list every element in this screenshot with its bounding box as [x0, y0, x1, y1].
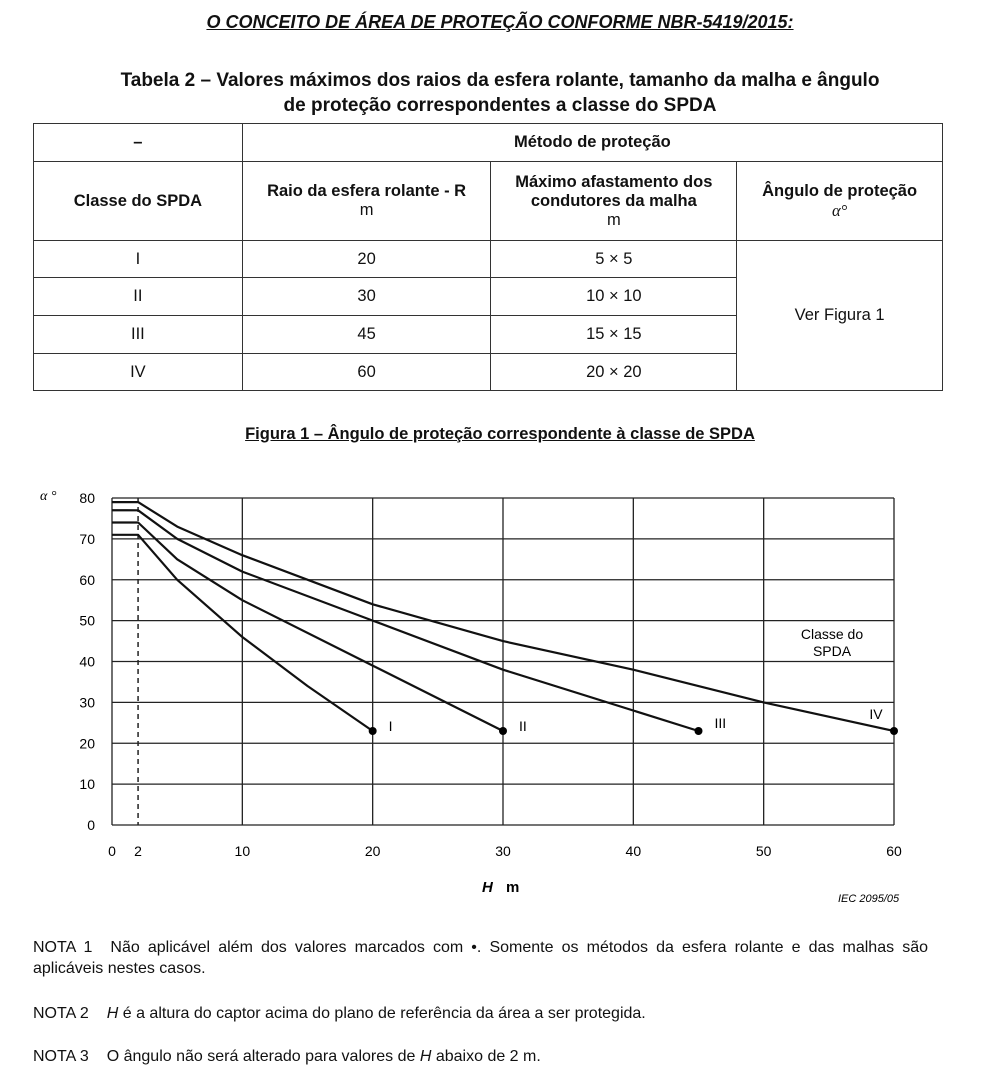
note-3 [33, 1046, 928, 1067]
series-label-I: I [388, 717, 393, 734]
y-tick-label: 10 [79, 776, 95, 793]
note-2-label: NOTA 2 [33, 1005, 89, 1022]
y-tick-label: 70 [79, 530, 95, 547]
note-3-label: NOTA 3 [33, 1048, 89, 1065]
x-tick-label: 2 [134, 843, 142, 859]
x-axis-var: H [482, 879, 493, 896]
curve-class-II [112, 523, 503, 732]
x-axis-unit: m [506, 879, 520, 896]
header-mesh-unit: m [606, 210, 621, 229]
row1-mesh: 5 × 5 [491, 241, 737, 278]
row2-class: II [34, 278, 243, 316]
row3-radius: 45 [242, 316, 491, 354]
header-mesh-line2: condutores da malha [530, 191, 697, 210]
y-tick-label: 40 [79, 653, 95, 670]
page-title: O CONCEITO DE ÁREA DE PROTEÇÃO CONFORME NBR-5419/2015: [206, 12, 794, 32]
header-angle-unit: α° [831, 200, 848, 220]
header-radius-label: Raio da esfera rolante - R [267, 182, 467, 200]
y-tick-label: 20 [79, 735, 95, 752]
note-1 [33, 937, 928, 979]
table-title [60, 68, 940, 118]
y-tick-label: 80 [79, 490, 95, 506]
header-angle-label: Ângulo de proteção [762, 181, 918, 200]
row2-mesh: 10 × 10 [491, 278, 737, 316]
row1-radius: 20 [242, 241, 491, 278]
header-class: Classe do SPDA [34, 162, 243, 241]
endpoint-marker-I [369, 727, 377, 735]
x-tick-label: 40 [625, 843, 642, 859]
table-title-line1: Tabela 2 – Valores máximos dos raios da esfera rolante, tamanho da malha e ângulo [120, 70, 880, 91]
legend-title-line1: Classe do [800, 626, 864, 642]
row1-class: I [34, 241, 243, 278]
x-tick-label: 30 [495, 843, 511, 859]
y-tick-label: 0 [87, 817, 95, 833]
figure-title: Figura 1 – Ângulo de proteção correspondente à classe de SPDA [245, 425, 755, 443]
series-label-II: II [519, 717, 527, 734]
y-tick-label: 50 [79, 612, 95, 629]
endpoint-marker-III [695, 727, 703, 735]
note-3-var: H [419, 1048, 432, 1065]
note-1-label: NOTA 1 [33, 939, 93, 956]
y-tick-label: 30 [79, 694, 95, 711]
series-label-IV: IV [869, 705, 883, 722]
angle-chart [0, 470, 1000, 910]
endpoint-marker-IV [890, 727, 898, 735]
y-tick-label: 60 [79, 571, 95, 588]
legend-title-line2: SPDA [812, 643, 852, 659]
x-tick-label: 60 [886, 843, 902, 859]
spda-table [33, 123, 943, 391]
angle-cell: Ver Figura 1 [737, 241, 943, 391]
header-dash: – [34, 124, 243, 162]
note-3-text-end: abaixo de 2 m. [435, 1048, 541, 1065]
header-mesh [491, 162, 737, 241]
note-1-text: Não aplicável além dos valores marcados com •. Somente os métodos da esfera rolante e das malhas são aplicáveis nestes casos. [33, 939, 928, 977]
header-radius-unit: m [359, 201, 374, 219]
note-3-text: O ângulo não será alterado para valores de [106, 1048, 416, 1065]
header-radius [242, 162, 491, 241]
note-2-var: H [106, 1005, 119, 1022]
x-tick-label: 10 [234, 843, 251, 859]
note-2-text: é a altura do captor acima do plano de referência da área a ser protegida. [122, 1005, 646, 1022]
table-title-line2: de proteção correspondentes a classe do SPDA [283, 95, 717, 116]
series-label-III: III [714, 714, 727, 731]
x-tick-label: 20 [364, 843, 381, 859]
endpoint-marker-II [499, 727, 507, 735]
note-2 [33, 1003, 928, 1024]
x-tick-label: 50 [755, 843, 772, 859]
header-method: Método de proteção [242, 124, 942, 162]
x-tick-label: 0 [108, 843, 116, 859]
row3-mesh: 15 × 15 [491, 316, 737, 354]
row4-class: IV [34, 354, 243, 391]
y-axis-label: α ° [40, 489, 57, 504]
source-label: IEC 2095/05 [838, 893, 900, 905]
row4-mesh: 20 × 20 [491, 354, 737, 391]
header-angle [737, 162, 943, 241]
row2-radius: 30 [242, 278, 491, 316]
header-mesh-line1: Máximo afastamento dos [515, 172, 713, 191]
row3-class: III [34, 316, 243, 354]
row4-radius: 60 [242, 354, 491, 391]
grid [112, 498, 894, 825]
